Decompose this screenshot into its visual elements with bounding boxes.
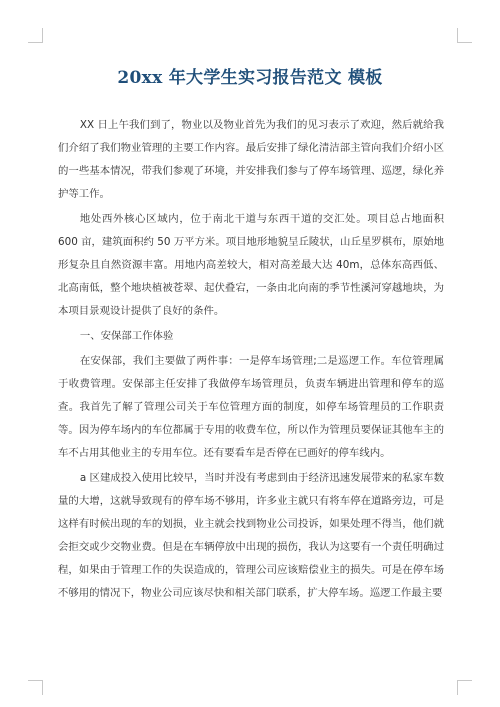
paragraph-security-work: 在安保部，我们主要做了两件事：一是停车场管理;二是巡逻工作。车位管理属于收费管理。安保部主任安排了我做停车场管理员，负责车辆进出管理和停车的巡查。我首先了解了管理公司关于车位管理方面的制度，如停车场管理员的工作职责等。因为停车场内的车位都属于专用的收费车位，所以作为管理员要保证其他车主的车不占用其他业主的专用车位。还有要看车是否停在已画好的停车线内。: [58, 355, 444, 459]
crop-mark-bottom-right: [457, 680, 472, 695]
section-heading-security: 一、安保部工作体验: [79, 330, 174, 342]
paragraph-location: 地处西外核心区域内，位于南北干道与东西干道的交汇处。项目总占地面积 600 亩，建筑面积约 50 万平方米。项目地形地貌呈丘陵状，山丘星罗棋布，原始地形复杂且自然资源丰富。用地内高差较大，相对高差最大达 40m，总体东高西低、北高南低，整个地块植被苍翠、起伏叠宕，一条由北向南的季节性溪河穿越地块，为本项目景观设计提供了良好的条件。: [58, 213, 444, 317]
document-title: 20xx 年大学生实习报告范文 模板: [117, 68, 383, 88]
paragraph-intro: XX 日上午我们到了，物业以及物业首先为我们的见习表示了欢迎，然后就给我们介绍了我们物业管理的主要工作内容。最后安排了绿化清洁部主管向我们介绍小区的一些基本情况，带我们参观了环境，并安排我们参与了停车场管理、巡逻，绿化养护等工作。: [58, 119, 444, 200]
paragraph-parking-issue: a 区建成投入使用比较早，当时并没有考虑到由于经济迅速发展带来的私家车数量的大增，这就导致现有的停车场不够用，许多业主就只有将车停在道路旁边，可是这样有时候出现的车的划损，业主就会找到物业公司投诉，如果处理不得当，他们就会拒交或少交物业费。但是在车辆停放中出现的损伤，我认为这要有一个责任明确过程，如果由于管理工作的失误造成的，管理公司应该赔偿业主的损失。可是在停车场不够用的情况下，物业公司应该尽快和相关部门联系，扩大停车场。巡逻工作最主要: [58, 472, 444, 599]
crop-mark-top-right: [457, 28, 472, 43]
document-body: [58, 114, 444, 607]
crop-mark-bottom-left: [28, 680, 43, 695]
crop-mark-top-left: [28, 28, 43, 43]
